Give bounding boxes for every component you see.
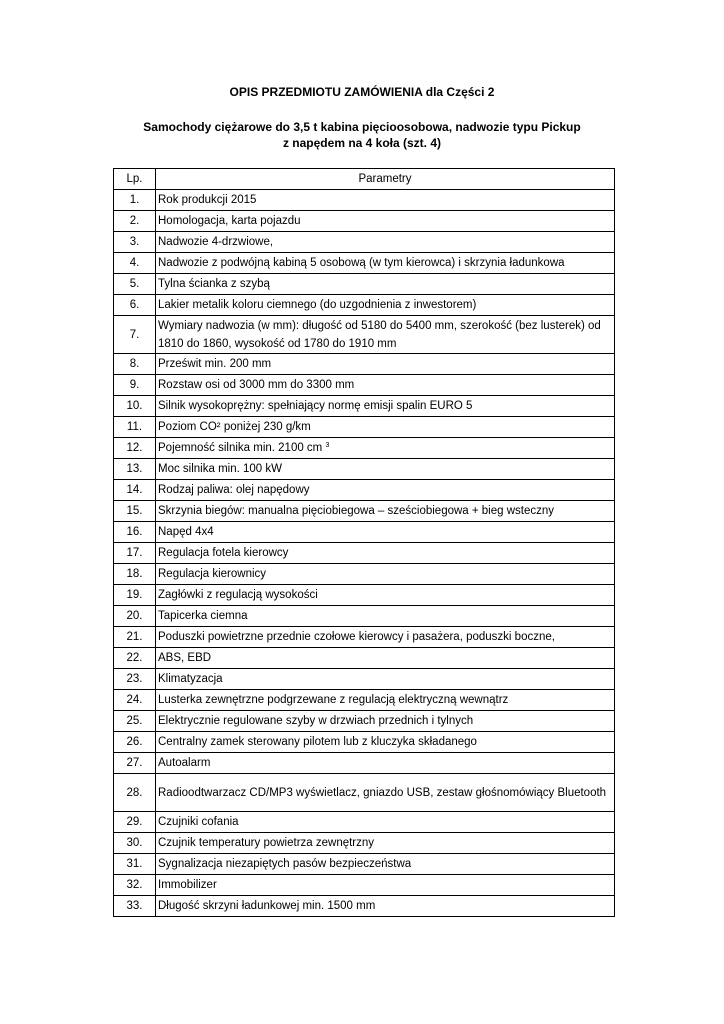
table-row	[114, 812, 615, 833]
header-lp: Lp.	[114, 169, 156, 190]
row-number: 26.	[114, 732, 156, 753]
row-number: 18.	[114, 564, 156, 585]
parameter-text: Klimatyzacja	[158, 673, 223, 685]
row-number: 24.	[114, 690, 156, 711]
table-row	[114, 522, 615, 543]
row-parameter	[156, 875, 615, 896]
table-row	[114, 211, 615, 232]
row-number: 17.	[114, 543, 156, 564]
parameter-text: Tylna ścianka z szybą	[158, 278, 270, 290]
table-row	[114, 354, 615, 375]
row-parameter	[156, 190, 615, 211]
table-row	[114, 690, 615, 711]
parameter-text: Radioodtwarzacz CD/MP3 wyświetlacz, gniazdo USB, zestaw głośnomówiący Bluetooth	[158, 786, 607, 799]
table-row	[114, 253, 615, 274]
row-parameter	[156, 669, 615, 690]
row-number: 33.	[114, 896, 156, 917]
table-row	[114, 232, 615, 253]
parameter-text: ABS, EBD	[158, 652, 212, 664]
table-row	[114, 833, 615, 854]
row-parameter	[156, 253, 615, 274]
table-row	[114, 627, 615, 648]
parameter-text: Czujniki cofania	[158, 816, 239, 828]
table-row	[114, 316, 615, 354]
row-number: 3.	[114, 232, 156, 253]
row-parameter	[156, 295, 615, 316]
table-row	[114, 274, 615, 295]
table-row	[114, 875, 615, 896]
parameter-text: Lakier metalik koloru ciemnego (do uzgodnienia z inwestorem)	[158, 299, 477, 311]
row-parameter	[156, 564, 615, 585]
row-parameter	[156, 774, 615, 812]
parameter-text: Nadwozie 4-drzwiowe,	[158, 236, 274, 248]
table-row	[114, 732, 615, 753]
table-row	[114, 501, 615, 522]
parameter-text: Nadwozie z podwójną kabiną 5 osobową (w tym kierowca) i skrzynia ładunkowa	[158, 257, 565, 269]
table-row	[114, 438, 615, 459]
row-number: 6.	[114, 295, 156, 316]
row-parameter	[156, 543, 615, 564]
parameter-text: Skrzynia biegów: manualna pięciobiegowa – sześciobiegowa + bieg wsteczny	[158, 505, 555, 517]
parameters-table	[113, 168, 615, 917]
parameter-text: Elektrycznie regulowane szyby w drzwiach przednich i tylnych	[158, 715, 474, 727]
row-parameter	[156, 833, 615, 854]
row-parameter	[156, 501, 615, 522]
row-number: 28.	[114, 774, 156, 812]
row-parameter	[156, 812, 615, 833]
row-parameter	[156, 274, 615, 295]
row-parameter	[156, 711, 615, 732]
parameter-text: Regulacja kierownicy	[158, 568, 267, 580]
superscript: 3	[325, 442, 330, 449]
row-number: 23.	[114, 669, 156, 690]
row-number: 4.	[114, 253, 156, 274]
row-parameter	[156, 459, 615, 480]
parameter-text: Wymiary nadwozia (w mm): długość od 5180 do 5400 mm, szerokość (bez lusterek) od 1810 do 1860, wysokość od 1780 do 1910 mm	[158, 319, 601, 350]
document-subtitle-line2: z napędem na 4 koła (szt. 4)	[282, 136, 442, 150]
row-number: 1.	[114, 190, 156, 211]
row-number: 21.	[114, 627, 156, 648]
row-number: 27.	[114, 753, 156, 774]
row-number: 5.	[114, 274, 156, 295]
table-row	[114, 854, 615, 875]
row-parameter	[156, 854, 615, 875]
row-parameter	[156, 606, 615, 627]
row-parameter	[156, 585, 615, 606]
parameter-text: Poziom CO² poniżej 230 g/km	[158, 421, 311, 433]
table-row	[114, 459, 615, 480]
parameter-text: Napęd 4x4	[158, 526, 214, 538]
row-parameter	[156, 753, 615, 774]
table-row	[114, 480, 615, 501]
parameter-text: Lusterka zewnętrzne podgrzewane z regulacją elektryczną wewnątrz	[158, 694, 509, 706]
table-row	[114, 896, 615, 917]
row-parameter	[156, 211, 615, 232]
table-row	[114, 564, 615, 585]
row-number: 19.	[114, 585, 156, 606]
table-row	[114, 585, 615, 606]
row-number: 10.	[114, 396, 156, 417]
row-parameter	[156, 438, 615, 459]
row-number: 20.	[114, 606, 156, 627]
row-number: 13.	[114, 459, 156, 480]
row-parameter	[156, 417, 615, 438]
parameter-text: Autoalarm	[158, 757, 211, 769]
table-header-row	[114, 169, 615, 190]
row-number: 22.	[114, 648, 156, 669]
row-number: 31.	[114, 854, 156, 875]
parameter-text: Poduszki powietrzne przednie czołowe kierowcy i pasażera, poduszki boczne,	[158, 631, 555, 643]
row-parameter	[156, 690, 615, 711]
parameter-text: Homologacja, karta pojazdu	[158, 215, 301, 227]
row-number: 12.	[114, 438, 156, 459]
row-parameter	[156, 522, 615, 543]
document-subtitle-line1: Samochody ciężarowe do 3,5 t kabina pięcioosobowa, nadwozie typu Pickup	[143, 120, 581, 134]
row-number: 9.	[114, 375, 156, 396]
parameter-text: Immobilizer	[158, 879, 217, 891]
parameter-text: Rozstaw osi od 3000 mm do 3300 mm	[158, 379, 355, 391]
row-number: 29.	[114, 812, 156, 833]
parameter-text: Moc silnika min. 100 kW	[158, 463, 282, 475]
row-parameter	[156, 354, 615, 375]
row-number: 16.	[114, 522, 156, 543]
row-number: 25.	[114, 711, 156, 732]
parameter-text: Regulacja fotela kierowcy	[158, 547, 289, 559]
row-parameter	[156, 648, 615, 669]
row-number: 32.	[114, 875, 156, 896]
row-number: 7.	[114, 316, 156, 354]
document-title: OPIS PRZEDMIOTU ZAMÓWIENIA dla Części 2	[229, 85, 495, 99]
table-row	[114, 606, 615, 627]
row-parameter	[156, 232, 615, 253]
table-row	[114, 396, 615, 417]
header-parameters: Parametry	[156, 169, 615, 190]
parameter-text: Zagłówki z regulacją wysokości	[158, 589, 318, 601]
parameter-text: Rodzaj paliwa: olej napędowy	[158, 484, 310, 496]
table-row	[114, 417, 615, 438]
row-parameter	[156, 896, 615, 917]
parameter-text: Tapicerka ciemna	[158, 610, 248, 622]
table-row	[114, 669, 615, 690]
parameter-text: Czujnik temperatury powietrza zewnętrzny	[158, 837, 375, 849]
parameter-text: Centralny zamek sterowany pilotem lub z kluczyka składanego	[158, 736, 477, 748]
table-row	[114, 711, 615, 732]
table-row	[114, 375, 615, 396]
table-row	[114, 648, 615, 669]
row-parameter	[156, 316, 615, 354]
row-number: 2.	[114, 211, 156, 232]
row-number: 8.	[114, 354, 156, 375]
table-row	[114, 774, 615, 812]
row-parameter	[156, 396, 615, 417]
row-parameter	[156, 480, 615, 501]
row-number: 15.	[114, 501, 156, 522]
row-parameter	[156, 375, 615, 396]
parameter-text: Sygnalizacja niezapiętych pasów bezpieczeństwa	[158, 858, 412, 870]
row-parameter	[156, 627, 615, 648]
parameter-text: Rok produkcji 2015	[158, 194, 257, 206]
parameter-text: Pojemność silnika min. 2100 cm	[158, 442, 323, 454]
parameter-text: Długość skrzyni ładunkowej min. 1500 mm	[158, 900, 376, 912]
parameter-text: Silnik wysokoprężny: spełniający normę emisji spalin EURO 5	[158, 400, 473, 412]
row-parameter	[156, 732, 615, 753]
table-row	[114, 753, 615, 774]
row-number: 30.	[114, 833, 156, 854]
table-row	[114, 295, 615, 316]
parameter-text: Prześwit min. 200 mm	[158, 358, 272, 370]
table-row	[114, 543, 615, 564]
table-row	[114, 190, 615, 211]
row-number: 14.	[114, 480, 156, 501]
row-number: 11.	[114, 417, 156, 438]
